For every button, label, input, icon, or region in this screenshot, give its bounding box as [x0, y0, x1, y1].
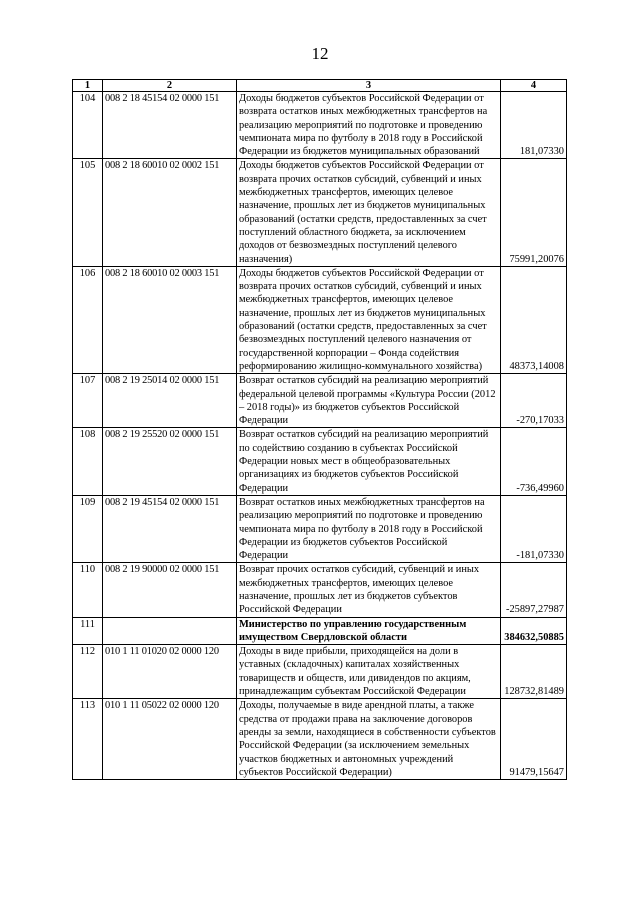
revenue-description: Возврат остатков субсидий на реализацию мероприятий по содействию созданию в субъектах Российской Федерации новых мест в общеобразовательных организациях из бюджетов субъектов Российской Федерации — [237, 428, 501, 495]
amount-value: -25897,27987 — [501, 563, 567, 617]
row-number: 105 — [73, 159, 103, 266]
budget-classification-code: 008 2 18 60010 02 0003 151 — [103, 266, 237, 373]
amount-value: -181,07330 — [501, 495, 567, 562]
budget-classification-code: 008 2 19 45154 02 0000 151 — [103, 495, 237, 562]
budget-classification-code: 010 1 11 05022 02 0000 120 — [103, 699, 237, 780]
amount-value: 181,07330 — [501, 92, 567, 159]
page-number: 12 — [311, 44, 329, 63]
amount-value: 128732,81489 — [501, 645, 567, 699]
table-row — [73, 699, 567, 780]
table-body — [73, 92, 567, 780]
column-header-1: 1 — [73, 80, 103, 92]
revenue-description: Возврат остатков субсидий на реализацию мероприятий федеральной целевой программы «Культура России (2012 – 2018 годы)» из бюджетов субъектов Российской Федерации — [237, 374, 501, 428]
budget-classification-code: 008 2 18 60010 02 0002 151 — [103, 159, 237, 266]
row-number: 111 — [73, 617, 103, 645]
row-number: 112 — [73, 645, 103, 699]
column-header-2: 2 — [103, 80, 237, 92]
table-row — [73, 563, 567, 617]
amount-value: 48373,14008 — [501, 266, 567, 373]
budget-classification-code: 008 2 19 90000 02 0000 151 — [103, 563, 237, 617]
revenue-description: Доходы бюджетов субъектов Российской Федерации от возврата остатков иных межбюджетных трансфертов на реализацию мероприятий по подготовке и проведению чемпионата мира по футболу в 2018 году в Российской Федерации из бюджетов муниципальных образований — [237, 92, 501, 159]
row-number: 110 — [73, 563, 103, 617]
row-number: 106 — [73, 266, 103, 373]
table-row — [73, 92, 567, 159]
revenue-description: Доходы, получаемые в виде арендной платы, а также средства от продажи права на заключение договоров аренды за земли, находящиеся в собственности субъектов Российской Федерации (за исключением земельных участков бюджетных и автономных учреждений субъектов Российской Федерации) — [237, 699, 501, 780]
budget-classification-code: 010 1 11 01020 02 0000 120 — [103, 645, 237, 699]
amount-value: -736,49960 — [501, 428, 567, 495]
table-row — [73, 428, 567, 495]
revenue-description: Доходы бюджетов субъектов Российской Федерации от возврата прочих остатков субсидий, субвенций и иных межбюджетных трансфертов, имеющих целевое назначение, прошлых лет из бюджетов муниципальных образований (остатки средств, предоставленных за счет поступлений областного бюджета, за исключением доходов от безвозмездных поступлений целевого назначения) — [237, 159, 501, 266]
revenue-description: Министерство по управлению государственным имуществом Свердловской области — [237, 617, 501, 645]
amount-value: 91479,15647 — [501, 699, 567, 780]
table-row — [73, 266, 567, 373]
table-row — [73, 159, 567, 266]
budget-classification-code — [103, 617, 237, 645]
revenue-description: Возврат прочих остатков субсидий, субвенций и иных межбюджетных трансфертов, имеющих целевое назначение, прошлых лет из бюджетов субъектов Российской Федерации — [237, 563, 501, 617]
row-number: 104 — [73, 92, 103, 159]
amount-value: -270,17033 — [501, 374, 567, 428]
table-row — [73, 374, 567, 428]
budget-classification-code: 008 2 19 25520 02 0000 151 — [103, 428, 237, 495]
row-number: 109 — [73, 495, 103, 562]
row-number: 108 — [73, 428, 103, 495]
column-header-4: 4 — [501, 80, 567, 92]
row-number: 113 — [73, 699, 103, 780]
table-row — [73, 645, 567, 699]
revenue-description: Доходы бюджетов субъектов Российской Федерации от возврата прочих остатков субсидий, субвенций и иных межбюджетных трансфертов, имеющих целевое назначение, прошлых лет из бюджетов муниципальных образований (остатки средств, предоставленных за счет безвозмездных поступлений целевого назначения от государственной корпорации – Фонда содействия реформированию жилищно-коммунального хозяйства) — [237, 266, 501, 373]
budget-classification-code: 008 2 18 45154 02 0000 151 — [103, 92, 237, 159]
amount-value: 384632,50885 — [501, 617, 567, 645]
amount-value: 75991,20076 — [501, 159, 567, 266]
column-header-3: 3 — [237, 80, 501, 92]
budget-revenue-table — [72, 79, 567, 780]
row-number: 107 — [73, 374, 103, 428]
revenue-description: Доходы в виде прибыли, приходящейся на доли в уставных (складочных) капиталах хозяйственных товариществ и обществ, или дивидендов по акциям, принадлежащим субъектам Российской Федерации — [237, 645, 501, 699]
table-row — [73, 617, 567, 645]
table-header-row — [73, 80, 567, 92]
table-row — [73, 495, 567, 562]
revenue-description: Возврат остатков иных межбюджетных трансфертов на реализацию мероприятий по подготовке и проведению чемпионата мира по футболу в 2018 году в Российской Федерации из бюджетов субъектов Российской Федерации — [237, 495, 501, 562]
budget-classification-code: 008 2 19 25014 02 0000 151 — [103, 374, 237, 428]
